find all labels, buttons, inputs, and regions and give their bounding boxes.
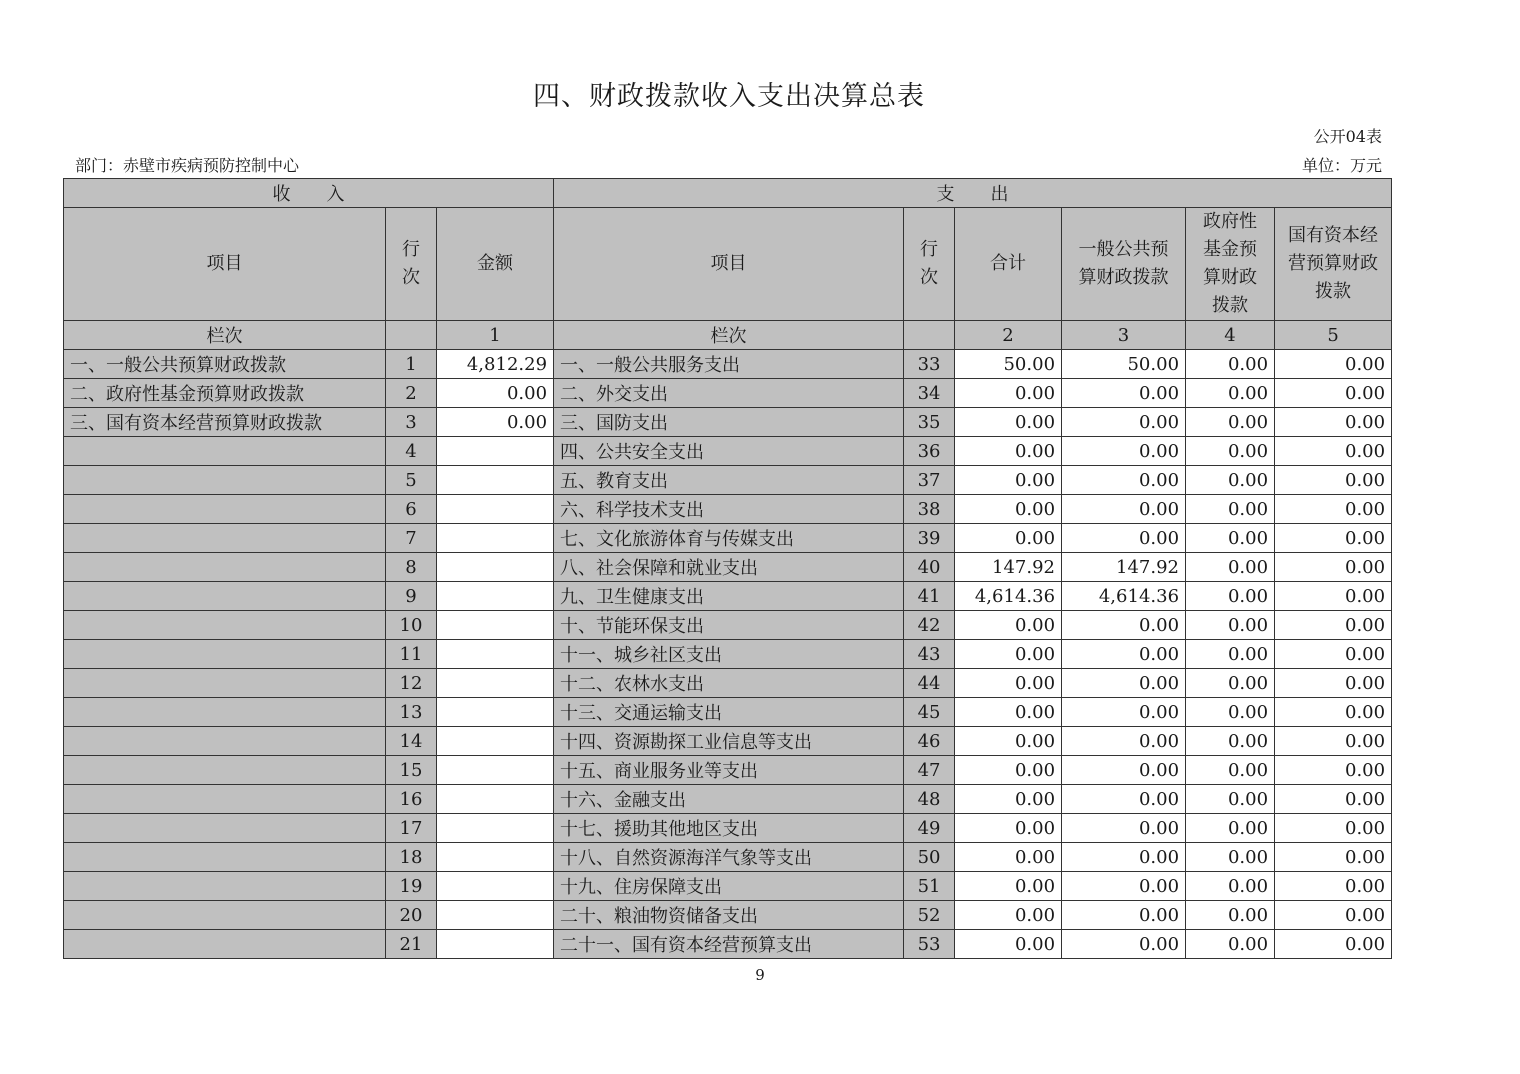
expense-item-cell: 四、公共安全支出: [554, 437, 904, 466]
income-amount-cell: [437, 727, 554, 756]
gov-fund-cell: 0.00: [1186, 495, 1275, 524]
total-cell: 0.00: [955, 466, 1062, 495]
state-capital-cell: 0.00: [1275, 437, 1392, 466]
state-capital-cell: 0.00: [1275, 756, 1392, 785]
table-row: [64, 785, 1392, 814]
state-capital-num-cell: 5: [1275, 321, 1392, 350]
total-cell: 0.00: [955, 872, 1062, 901]
department-label: 部门：赤壁市疾病预防控制中心: [75, 156, 300, 175]
income-line-cell: 16: [386, 785, 437, 814]
gov-fund-cell: 0.00: [1186, 872, 1275, 901]
expense-item-header: 项目: [554, 208, 904, 321]
income-amount-cell: [437, 930, 554, 959]
income-line-cell: 2: [386, 379, 437, 408]
gov-fund-cell: 0.00: [1186, 785, 1275, 814]
gov-fund-cell: 0.00: [1186, 350, 1275, 379]
total-cell: 0.00: [955, 379, 1062, 408]
general-budget-cell: 0.00: [1062, 843, 1186, 872]
gov-fund-cell: 0.00: [1186, 408, 1275, 437]
gov-fund-cell: 0.00: [1186, 901, 1275, 930]
state-capital-cell: 0.00: [1275, 901, 1392, 930]
general-budget-cell: 0.00: [1062, 408, 1186, 437]
expense-line-cell: 47: [904, 756, 955, 785]
income-amount-header: 金额: [437, 208, 554, 321]
income-line-cell: 18: [386, 843, 437, 872]
gov-fund-cell: 0.00: [1186, 379, 1275, 408]
expense-line-num-cell: [904, 321, 955, 350]
general-budget-cell: 0.00: [1062, 698, 1186, 727]
expense-line-cell: 39: [904, 524, 955, 553]
income-item-cell: [64, 698, 386, 727]
income-line-cell: 20: [386, 901, 437, 930]
expense-item-cell: 三、国防支出: [554, 408, 904, 437]
state-capital-cell: 0.00: [1275, 814, 1392, 843]
table-row: [64, 379, 1392, 408]
expense-item-cell: 五、教育支出: [554, 466, 904, 495]
income-item-cell: [64, 611, 386, 640]
appropriation-summary-table: [63, 178, 1392, 959]
income-line-cell: 17: [386, 814, 437, 843]
expense-line-cell: 46: [904, 727, 955, 756]
expense-item-cell: 十、节能环保支出: [554, 611, 904, 640]
income-amount-cell: [437, 843, 554, 872]
income-line-cell: 3: [386, 408, 437, 437]
expense-item-cell: 七、文化旅游体育与传媒支出: [554, 524, 904, 553]
income-amount-cell: [437, 524, 554, 553]
table-row: [64, 437, 1392, 466]
gov-fund-header: 政府性基金预算财政拨款: [1186, 208, 1275, 321]
income-amount-cell: [437, 901, 554, 930]
income-item-cell: [64, 582, 386, 611]
expense-item-cell: 十九、住房保障支出: [554, 872, 904, 901]
general-budget-cell: 0.00: [1062, 785, 1186, 814]
income-line-cell: 5: [386, 466, 437, 495]
income-amount-cell: 4,812.29: [437, 350, 554, 379]
total-cell: 0.00: [955, 698, 1062, 727]
general-budget-cell: 0.00: [1062, 814, 1186, 843]
expense-line-cell: 42: [904, 611, 955, 640]
income-item-cell: [64, 437, 386, 466]
general-budget-cell: 0.00: [1062, 669, 1186, 698]
expense-item-cell: 十三、交通运输支出: [554, 698, 904, 727]
total-cell: 0.00: [955, 901, 1062, 930]
gov-fund-cell: 0.00: [1186, 524, 1275, 553]
expense-line-cell: 51: [904, 872, 955, 901]
general-budget-header: 一般公共预算财政拨款: [1062, 208, 1186, 321]
income-item-cell: [64, 495, 386, 524]
table-row: [64, 553, 1392, 582]
general-budget-cell: 0.00: [1062, 640, 1186, 669]
income-line-cell: 15: [386, 756, 437, 785]
table-row: [64, 495, 1392, 524]
total-cell: 0.00: [955, 524, 1062, 553]
income-line-header: 行次: [386, 208, 437, 321]
section-header-row: [64, 179, 1392, 208]
table-row: [64, 843, 1392, 872]
income-item-cell: 三、国有资本经营预算财政拨款: [64, 408, 386, 437]
table-row: [64, 756, 1392, 785]
state-capital-cell: 0.00: [1275, 524, 1392, 553]
state-capital-cell: 0.00: [1275, 785, 1392, 814]
expense-line-cell: 40: [904, 553, 955, 582]
expense-line-cell: 43: [904, 640, 955, 669]
income-line-cell: 8: [386, 553, 437, 582]
table-row: [64, 814, 1392, 843]
expense-item-cell: 十六、金融支出: [554, 785, 904, 814]
state-capital-cell: 0.00: [1275, 495, 1392, 524]
general-budget-num-cell: 3: [1062, 321, 1186, 350]
income-line-cell: 19: [386, 872, 437, 901]
income-item-cell: [64, 901, 386, 930]
table-row: [64, 872, 1392, 901]
income-item-cell: [64, 669, 386, 698]
column-header-row: [64, 208, 1392, 321]
general-budget-cell: 0.00: [1062, 437, 1186, 466]
total-cell: 0.00: [955, 843, 1062, 872]
table-row: [64, 408, 1392, 437]
income-amount-cell: [437, 669, 554, 698]
expense-line-cell: 48: [904, 785, 955, 814]
total-cell: 0.00: [955, 785, 1062, 814]
income-line-cell: 11: [386, 640, 437, 669]
total-cell: 0.00: [955, 930, 1062, 959]
table-row: [64, 611, 1392, 640]
state-capital-cell: 0.00: [1275, 350, 1392, 379]
gov-fund-cell: 0.00: [1186, 727, 1275, 756]
expense-label-cell: 栏次: [554, 321, 904, 350]
income-item-cell: [64, 466, 386, 495]
income-item-header: 项目: [64, 208, 386, 321]
general-budget-cell: 0.00: [1062, 930, 1186, 959]
income-amount-cell: [437, 582, 554, 611]
income-amount-cell: 0.00: [437, 408, 554, 437]
state-capital-cell: 0.00: [1275, 408, 1392, 437]
income-line-cell: 14: [386, 727, 437, 756]
income-line-cell: 13: [386, 698, 437, 727]
gov-fund-cell: 0.00: [1186, 640, 1275, 669]
general-budget-cell: 0.00: [1062, 756, 1186, 785]
income-amount-cell: [437, 437, 554, 466]
general-budget-cell: 0.00: [1062, 524, 1186, 553]
income-line-num-cell: [386, 321, 437, 350]
table-row: [64, 727, 1392, 756]
income-amount-cell: [437, 785, 554, 814]
income-item-cell: [64, 930, 386, 959]
expense-line-cell: 52: [904, 901, 955, 930]
expense-line-cell: 50: [904, 843, 955, 872]
income-item-cell: [64, 814, 386, 843]
table-row: [64, 466, 1392, 495]
expense-item-cell: 十二、农林水支出: [554, 669, 904, 698]
total-cell: 0.00: [955, 408, 1062, 437]
total-cell: 4,614.36: [955, 582, 1062, 611]
expense-line-cell: 45: [904, 698, 955, 727]
expense-line-cell: 38: [904, 495, 955, 524]
general-budget-cell: 0.00: [1062, 611, 1186, 640]
income-item-cell: [64, 756, 386, 785]
income-line-cell: 12: [386, 669, 437, 698]
gov-fund-cell: 0.00: [1186, 466, 1275, 495]
general-budget-cell: 0.00: [1062, 727, 1186, 756]
table-row: [64, 930, 1392, 959]
total-cell: 50.00: [955, 350, 1062, 379]
total-cell: 0.00: [955, 756, 1062, 785]
income-item-cell: [64, 785, 386, 814]
income-line-cell: 1: [386, 350, 437, 379]
general-budget-cell: 50.00: [1062, 350, 1186, 379]
state-capital-cell: 0.00: [1275, 727, 1392, 756]
expense-item-cell: 二、外交支出: [554, 379, 904, 408]
expense-line-cell: 49: [904, 814, 955, 843]
state-capital-cell: 0.00: [1275, 582, 1392, 611]
general-budget-cell: 0.00: [1062, 379, 1186, 408]
expense-line-cell: 35: [904, 408, 955, 437]
expense-item-cell: 十五、商业服务业等支出: [554, 756, 904, 785]
expense-item-cell: 十一、城乡社区支出: [554, 640, 904, 669]
expense-line-cell: 36: [904, 437, 955, 466]
table-row: [64, 582, 1392, 611]
gov-fund-cell: 0.00: [1186, 437, 1275, 466]
income-line-cell: 7: [386, 524, 437, 553]
table-row: [64, 698, 1392, 727]
form-code: 公开04表: [1313, 127, 1382, 146]
income-line-cell: 4: [386, 437, 437, 466]
gov-fund-cell: 0.00: [1186, 814, 1275, 843]
income-line-cell: 6: [386, 495, 437, 524]
unit-label: 单位：万元: [1301, 156, 1382, 175]
gov-fund-cell: 0.00: [1186, 756, 1275, 785]
gov-fund-cell: 0.00: [1186, 843, 1275, 872]
income-line-cell: 21: [386, 930, 437, 959]
gov-fund-cell: 0.00: [1186, 611, 1275, 640]
expense-line-header: 行次: [904, 208, 955, 321]
income-amount-cell: [437, 495, 554, 524]
income-item-cell: 二、政府性基金预算财政拨款: [64, 379, 386, 408]
income-item-cell: 一、一般公共预算财政拨款: [64, 350, 386, 379]
total-num-cell: 2: [955, 321, 1062, 350]
gov-fund-cell: 0.00: [1186, 582, 1275, 611]
expense-item-cell: 十七、援助其他地区支出: [554, 814, 904, 843]
total-cell: 0.00: [955, 437, 1062, 466]
income-amount-cell: [437, 698, 554, 727]
general-budget-cell: 0.00: [1062, 466, 1186, 495]
income-amount-cell: [437, 553, 554, 582]
total-cell: 0.00: [955, 814, 1062, 843]
state-capital-cell: 0.00: [1275, 379, 1392, 408]
gov-fund-cell: 0.00: [1186, 553, 1275, 582]
expense-line-cell: 41: [904, 582, 955, 611]
state-capital-cell: 0.00: [1275, 611, 1392, 640]
expense-item-cell: 六、科学技术支出: [554, 495, 904, 524]
table-row: [64, 640, 1392, 669]
gov-fund-num-cell: 4: [1186, 321, 1275, 350]
total-cell: 0.00: [955, 727, 1062, 756]
income-item-cell: [64, 727, 386, 756]
income-amount-cell: [437, 814, 554, 843]
income-item-cell: [64, 553, 386, 582]
column-number-row: [64, 321, 1392, 350]
state-capital-cell: 0.00: [1275, 872, 1392, 901]
income-item-cell: [64, 872, 386, 901]
income-section-header: 收 入: [64, 179, 554, 208]
table-row: [64, 669, 1392, 698]
state-capital-cell: 0.00: [1275, 698, 1392, 727]
income-label-cell: 栏次: [64, 321, 386, 350]
expense-section-header: 支 出: [554, 179, 1392, 208]
page-title: 四、财政拨款收入支出决算总表: [533, 81, 925, 112]
state-capital-header: 国有资本经营预算财政拨款: [1275, 208, 1392, 321]
state-capital-cell: 0.00: [1275, 640, 1392, 669]
income-line-cell: 10: [386, 611, 437, 640]
income-item-cell: [64, 524, 386, 553]
expense-line-cell: 53: [904, 930, 955, 959]
general-budget-cell: 0.00: [1062, 495, 1186, 524]
total-header: 合计: [955, 208, 1062, 321]
income-amount-cell: [437, 872, 554, 901]
income-amount-cell: [437, 466, 554, 495]
total-cell: 147.92: [955, 553, 1062, 582]
income-amount-cell: [437, 756, 554, 785]
expense-item-cell: 二十一、国有资本经营预算支出: [554, 930, 904, 959]
expense-line-cell: 44: [904, 669, 955, 698]
income-amount-num-cell: 1: [437, 321, 554, 350]
expense-item-cell: 十四、资源勘探工业信息等支出: [554, 727, 904, 756]
expense-line-cell: 34: [904, 379, 955, 408]
table-row: [64, 901, 1392, 930]
income-line-cell: 9: [386, 582, 437, 611]
expense-line-cell: 33: [904, 350, 955, 379]
income-amount-cell: [437, 611, 554, 640]
expense-item-cell: 二十、粮油物资储备支出: [554, 901, 904, 930]
income-item-cell: [64, 640, 386, 669]
expense-item-cell: 九、卫生健康支出: [554, 582, 904, 611]
gov-fund-cell: 0.00: [1186, 698, 1275, 727]
expense-item-cell: 一、一般公共服务支出: [554, 350, 904, 379]
state-capital-cell: 0.00: [1275, 669, 1392, 698]
page-number: 9: [755, 966, 765, 984]
total-cell: 0.00: [955, 669, 1062, 698]
state-capital-cell: 0.00: [1275, 466, 1392, 495]
total-cell: 0.00: [955, 640, 1062, 669]
gov-fund-cell: 0.00: [1186, 669, 1275, 698]
income-item-cell: [64, 843, 386, 872]
general-budget-cell: 147.92: [1062, 553, 1186, 582]
state-capital-cell: 0.00: [1275, 930, 1392, 959]
table-row: [64, 524, 1392, 553]
expense-item-cell: 十八、自然资源海洋气象等支出: [554, 843, 904, 872]
general-budget-cell: 0.00: [1062, 872, 1186, 901]
general-budget-cell: 0.00: [1062, 901, 1186, 930]
table-row: [64, 350, 1392, 379]
income-amount-cell: [437, 640, 554, 669]
total-cell: 0.00: [955, 495, 1062, 524]
income-amount-cell: 0.00: [437, 379, 554, 408]
general-budget-cell: 4,614.36: [1062, 582, 1186, 611]
gov-fund-cell: 0.00: [1186, 930, 1275, 959]
expense-line-cell: 37: [904, 466, 955, 495]
state-capital-cell: 0.00: [1275, 553, 1392, 582]
expense-item-cell: 八、社会保障和就业支出: [554, 553, 904, 582]
state-capital-cell: 0.00: [1275, 843, 1392, 872]
total-cell: 0.00: [955, 611, 1062, 640]
